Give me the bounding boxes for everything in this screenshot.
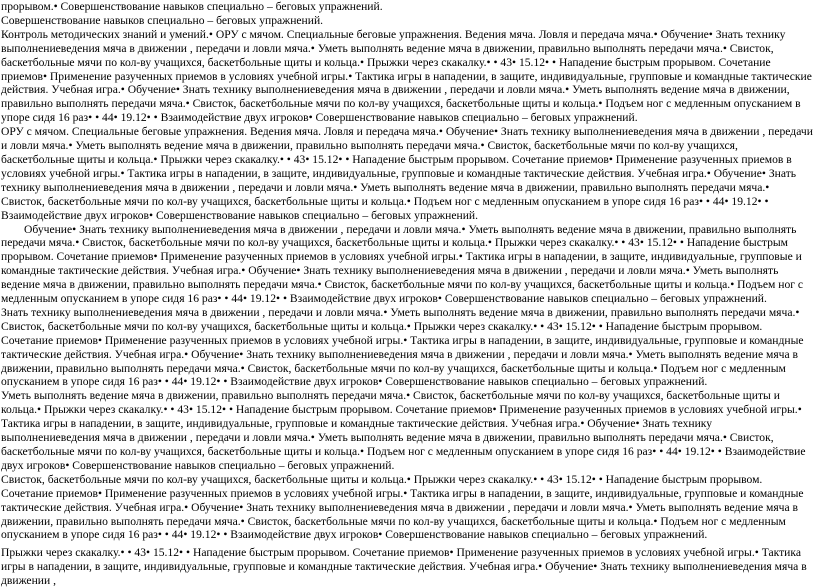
- paragraph-5: Обучение• Знать технику выполнениеведения мяча в движении , передачи и ловли мяча.• Уметь выполнять ведение мяча в движении, правильно выполнять передачи мяча.• Свисток, баскетбольные мячи по кол-ву учащихся, баскетбольные щиты и кольца.• Прыжки через скакалку.• • 43• 15.12• • Нападение быстрым прорывом. Сочетание приемов• Применение разученных приемов в условиях учебной игры.• Тактика игры в нападении, в защите, индивидуальные, групповые и командные тактические действия. Учебная игра.• Обучение• Знать технику выполнениеведения мяча в движении , передачи и ловли мяча.• Уметь выполнять ведение мяча в движении, правильно выполнять передачи мяча.• Свисток, баскетбольные мячи по кол-ву учащихся, баскетбольные щиты и кольца.• Подъем ног с медленным опусканием в упоре сидя 16 раз• • 44• 19.12• • Взаимодействие двух игроков• Совершенствование навыков специально – беговых упражнений.: [1, 222, 804, 306]
- paragraph-1: прорывом.• Совершенствование навыков специально – беговых упражнений.: [1, 0, 383, 13]
- paragraph-9: Прыжки через скакалку.• • 43• 15.12• • Нападение быстрым прорывом. Сочетание приемов• Применение разученных приемов в условиях учебной игры.• Тактика игры в нападении, в защите, индивидуальные, групповые и командные тактические действия. Учебная игра.• Обучение• Знать технику выполнениеведения мяча в движении ,: [1, 546, 807, 588]
- paragraph-6: Знать технику выполнениеведения мяча в движении , передачи и ловли мяча.• Уметь выполнять ведение мяча в движении, правильно выполнять передачи мяча.• Свисток, баскетбольные мячи по кол-ву учащихся, баскетбольные щиты и кольца.• Прыжки через скакалку.• • 43• 15.12• • Нападение быстрым прорывом. Сочетание приемов• Применение разученных приемов в условиях учебной игры.• Тактика игры в нападении, в защите, индивидуальные, групповые и командные тактические действия. Учебная игра.• Обучение• Знать технику выполнениеведения мяча в движении , передачи и ловли мяча.• Уметь выполнять ведение мяча в движении, правильно выполнять передачи мяча.• Свисток, баскетбольные мячи по кол-ву учащихся, баскетбольные щиты и кольца.• Подъем ног с медленным опусканием в упоре сидя 16 раз• • 44• 19.12• • Взаимодействие двух игроков• Совершенствование навыков специально – беговых упражнений.: [1, 305, 804, 389]
- paragraph-2: Совершенствование навыков специально – беговых упражнений.: [1, 13, 324, 27]
- paragraph-3: Контроль методических знаний и умений.• ОРУ с мячом. Специальные беговые упражнения. Ведения мяча. Ловля и передача мяча.• Обучение• Знать технику выполнениеведения мяча в движении , передачи и ловли мяча.• Уметь выполнять ведение мяча в движении, правильно выполнять передачи мяча.• Свисток, баскетбольные мячи по кол-ву учащихся, баскетбольные щиты и кольца.• Прыжки через скакалку.• • 43• 15.12• • Нападение быстрым прорывом. Сочетание приемов• Применение разученных приемов в условиях учебной игры.• Тактика игры в нападении, в защите, индивидуальные, групповые и командные тактические действия. Учебная игра.• Обучение• Знать технику выполнениеведения мяча в движении , передачи и ловли мяча.• Уметь выполнять ведение мяча в движении, правильно выполнять передачи мяча.• Свисток, баскетбольные мячи по кол-ву учащихся, баскетбольные щиты и кольца.• Подъем ног с медленным опусканием в упоре сидя 16 раз• • 44• 19.12• • Взаимодействие двух игроков• Совершенствование навыков специально – беговых упражнений.: [1, 27, 812, 125]
- paragraph-4: ОРУ с мячом. Специальные беговые упражнения. Ведения мяча. Ловля и передача мяча.• Обучение• Знать технику выполнениеведения мяча в движении , передачи и ловли мяча.• Уметь выполнять ведение мяча в движении, правильно выполнять передачи мяча.• Свисток, баскетбольные мячи по кол-ву учащихся, баскетбольные щиты и кольца.• Прыжки через скакалку.• • 43• 15.12• • Нападение быстрым прорывом. Сочетание приемов• Применение разученных приемов в условиях учебной игры.• Тактика игры в нападении, в защите, индивидуальные, групповые и командные тактические действия. Учебная игра.• Обучение• Знать технику выполнениеведения мяча в движении , передачи и ловли мяча.• Уметь выполнять ведение мяча в движении, правильно выполнять передачи мяча.• Свисток, баскетбольные мячи по кол-ву учащихся, баскетбольные щиты и кольца.• Подъем ног с медленным опусканием в упоре сидя 16 раз• • 44• 19.12• • Взаимодействие двух игроков• Совершенствование навыков специально – беговых упражнений.: [1, 125, 813, 222]
- paragraph-8: Свисток, баскетбольные мячи по кол-ву учащихся, баскетбольные щиты и кольца.• Прыжки через скакалку.• • 43• 15.12• • Нападение быстрым прорывом. Сочетание приемов• Применение разученных приемов в условиях учебной игры.• Тактика игры в нападении, в защите, индивидуальные, групповые и командные тактические действия. Учебная игра.• Обучение• Знать технику выполнениеведения мяча в движении , передачи и ловли мяча.• Уметь выполнять ведение мяча в движении, правильно выполнять передачи мяча.• Свисток, баскетбольные мячи по кол-ву учащихся, баскетбольные щиты и кольца.• Подъем ног с медленным опусканием в упоре сидя 16 раз• • 44• 19.12• • Взаимодействие двух игроков• Совершенствование навыков специально – беговых упражнений.: [1, 472, 804, 542]
- paragraph-7: Уметь выполнять ведение мяча в движении, правильно выполнять передачи мяча.• Свисток, баскетбольные мячи по кол-ву учащихся, баскетбольные щиты и кольца.• Прыжки через скакалку.• • 43• 15.12• • Нападение быстрым прорывом. Сочетание приемов• Применение разученных приемов в условиях учебной игры.• Тактика игры в нападении, в защите, индивидуальные, групповые и командные тактические действия. Учебная игра.• Обучение• Знать технику выполнениеведения мяча в движении , передачи и ловли мяча.• Уметь выполнять ведение мяча в движении, правильно выполнять передачи мяча.• Свисток, баскетбольные мячи по кол-ву учащихся, баскетбольные щиты и кольца.• Подъем ног с медленным опусканием в упоре сидя 16 раз• • 44• 19.12• • Взаимодействие двух игроков• Совершенствование навыков специально – беговых упражнений.: [1, 389, 806, 472]
